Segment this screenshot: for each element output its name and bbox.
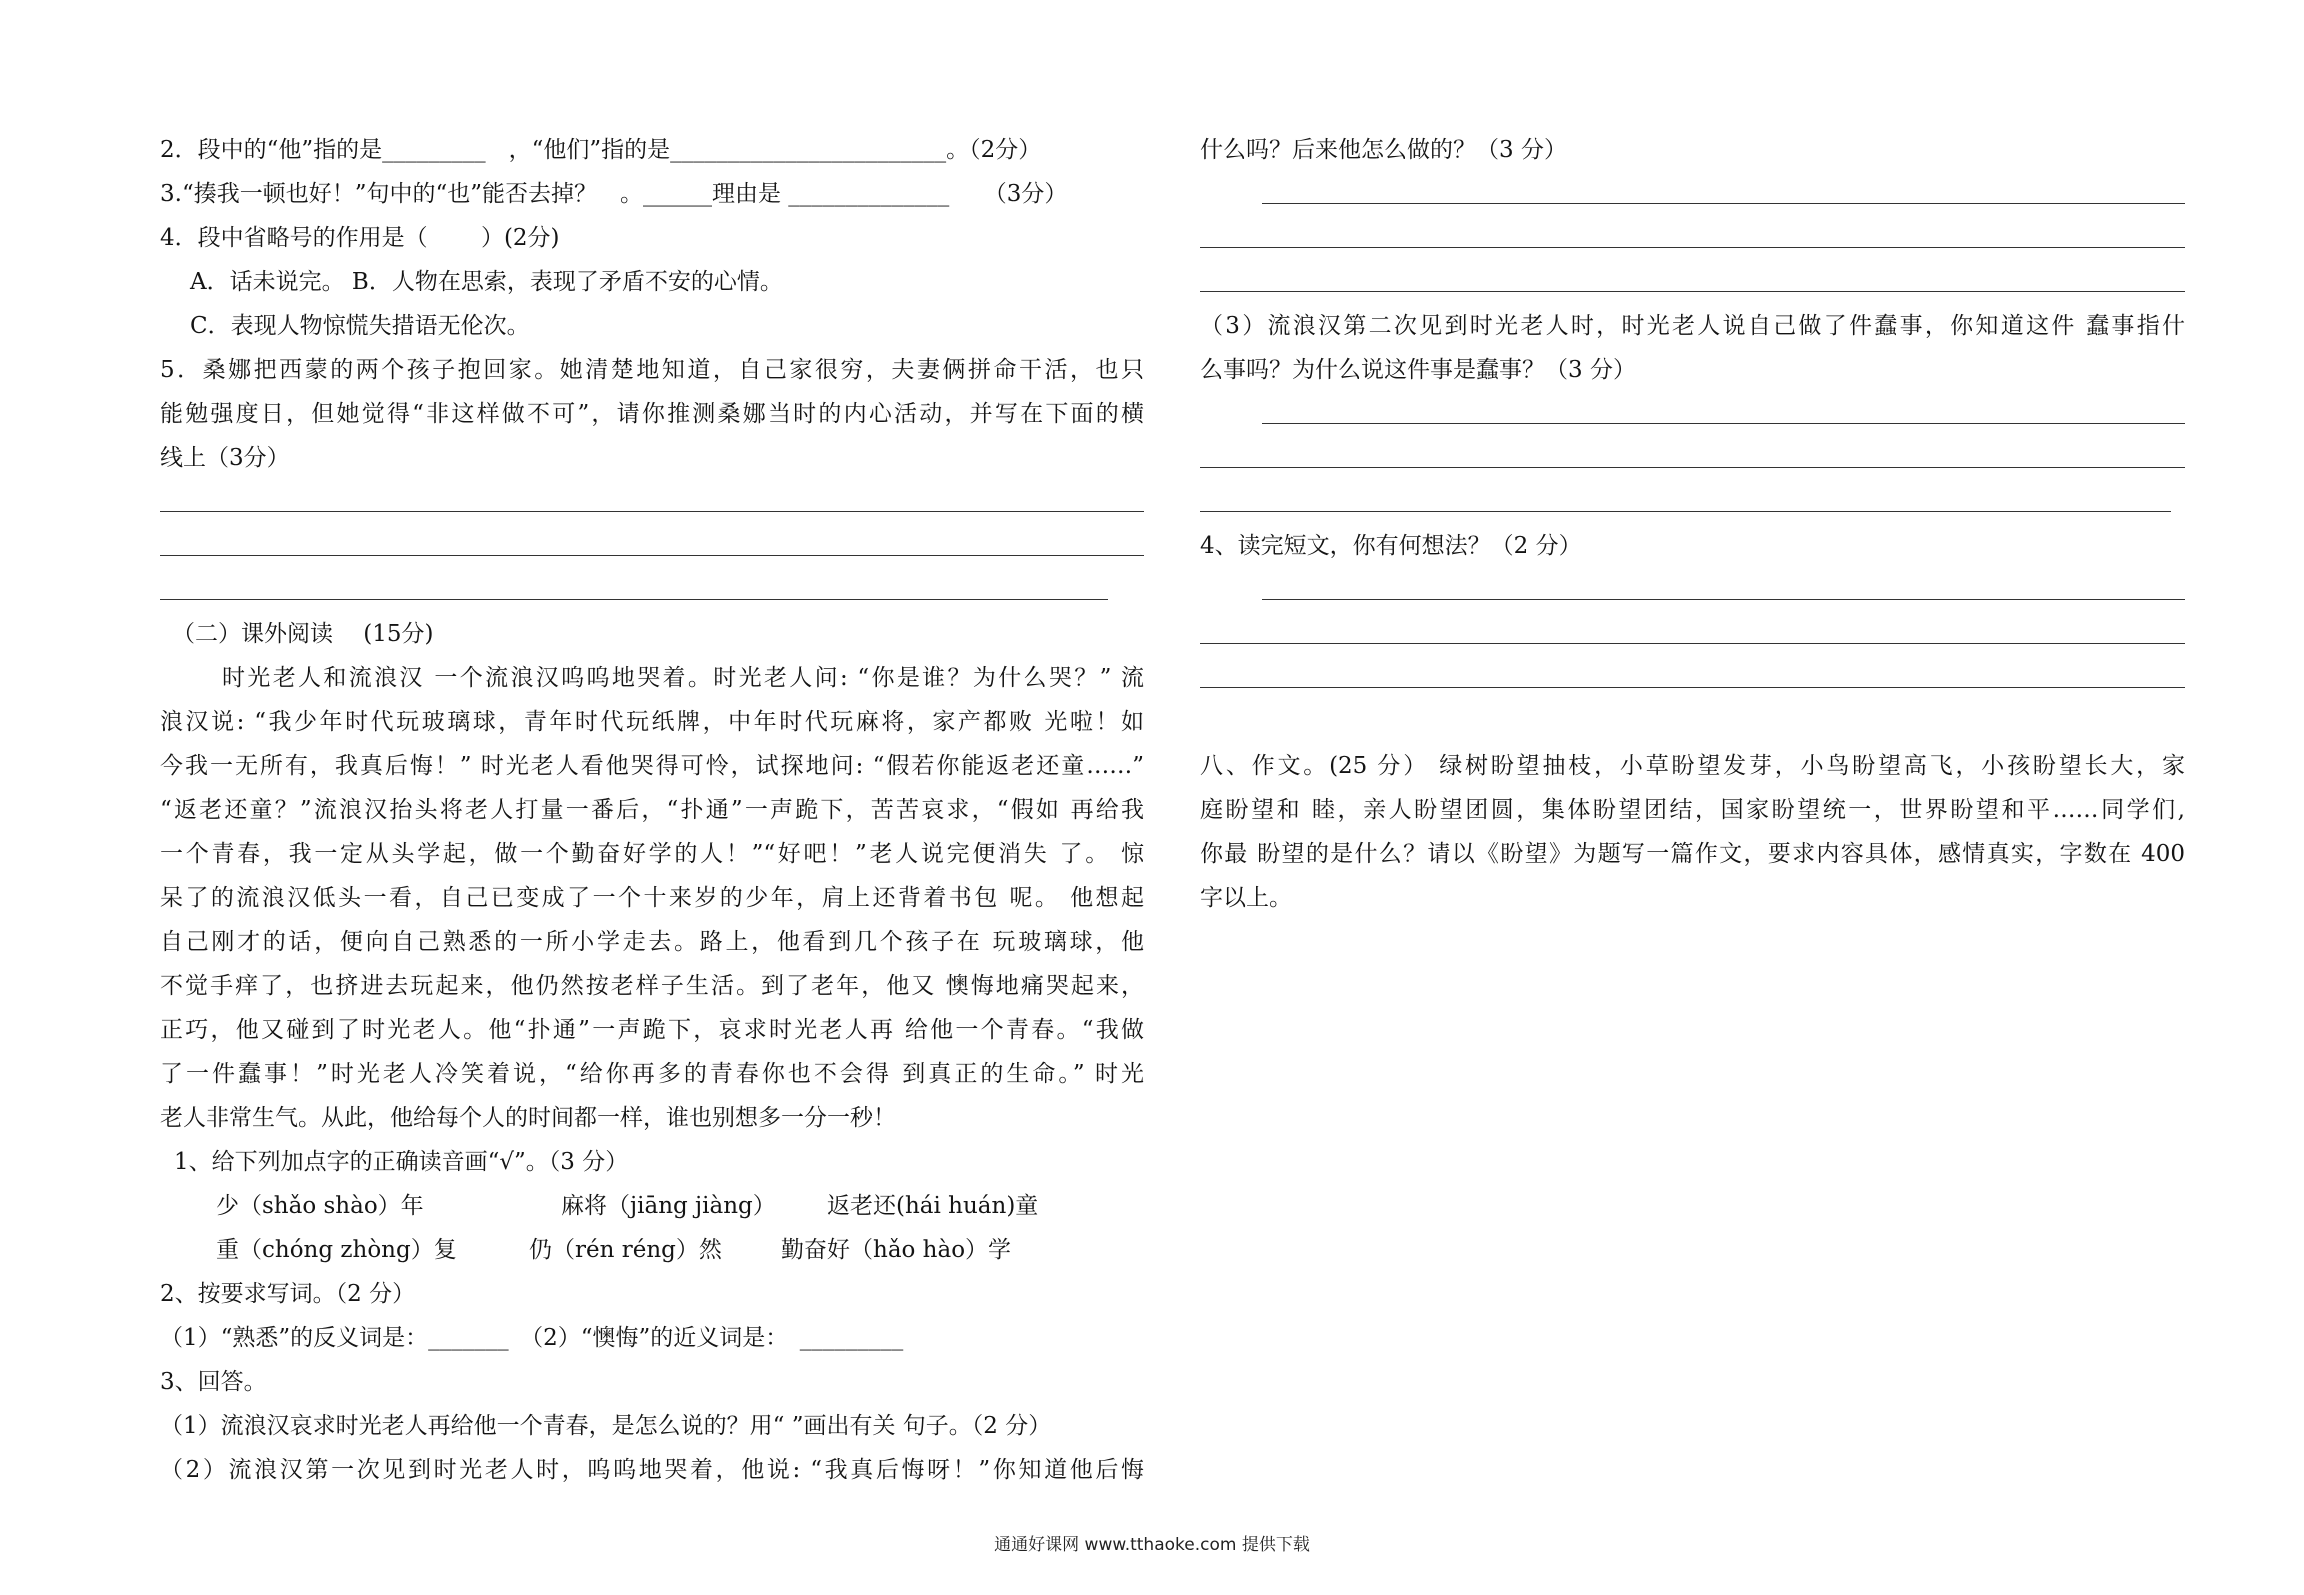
essay-prompt-line-4: 字以上。 (1200, 885, 1292, 911)
answer-line[interactable] (1200, 392, 2185, 436)
passage-line: 正巧，他又碰到了时光老人。他“扑通”一声跪下，哀求时光老人再 给他一个青春。“我做 (160, 1017, 1144, 1043)
answer-line[interactable] (1200, 436, 2185, 480)
passage-line: 浪汉说: “我少年时代玩玻璃球，青年时代玩纸牌，中年时代玩麻将，家产都败 光啦！如 (160, 709, 1144, 735)
answer-line[interactable] (160, 524, 1144, 568)
question-a4: 4、读完短文，你有何想法？（2 分） (1200, 533, 1582, 559)
question-4-options-ab: A．话未说完。 B．人物在思索，表现了矛盾不安的心情。 (190, 269, 783, 295)
answer-line[interactable] (160, 480, 1144, 524)
pinyin-item[interactable]: 仍（rén réng）然 (529, 1237, 722, 1263)
question-4: 4．段中省略号的作用是（ ）(2分) (160, 225, 560, 251)
question-5-line-3: 线上（3分） (160, 445, 290, 471)
question-a3-1: （1）流浪汉哀求时光老人再给他一个青春，是怎么说的？用“ ”画出有关 句子。（2 分） (160, 1413, 1052, 1439)
pinyin-row-1 (160, 1184, 1144, 1228)
question-a3-2: （2）流浪汉第一次见到时光老人时，呜呜地哭着，他说: “我真后悔呀！”你知道他后悔 (160, 1457, 1144, 1483)
essay-prompt-line-2: 庭盼望和 睦，亲人盼望团圆，集体盼望团结，国家盼望统一，世界盼望和平……同学们, (1200, 797, 2185, 823)
pinyin-item[interactable]: 重（chóng zhòng）复 (216, 1237, 457, 1263)
question-5-line-2: 能勉强度日，但她觉得“非这样做不可”，请你推测桑娜当时的内心活动，并写在下面的横 (160, 401, 1144, 427)
pinyin-item[interactable]: 少（shǎo shào）年 (216, 1193, 424, 1219)
question-a3-3-line-1: （3）流浪汉第二次见到时光老人时，时光老人说自己做了件蠢事，你知道这件 蠢事指什 (1200, 313, 2185, 339)
question-a2: 2、按要求写词。（2 分） (160, 1281, 416, 1307)
essay-prompt-line-1: 八、作文。(25 分） 绿树盼望抽枝，小草盼望发芽，小鸟盼望高飞，小孩盼望长大，家 (1200, 753, 2185, 779)
right-column (1200, 128, 2185, 920)
passage-line: 时光老人和流浪汉 一个流浪汉呜呜地哭着。时光老人问: “你是谁？为什么哭？” 流 (222, 665, 1144, 691)
answer-line[interactable] (1200, 612, 2185, 656)
passage-line: 老人非常生气。从此，他给每个人的时间都一样，谁也别想多一分一秒！ (160, 1105, 896, 1131)
question-4-option-c: C．表现人物惊慌失措语无伦次。 (190, 313, 530, 339)
passage-line: 了一件蠢事！”时光老人冷笑着说，“给你再多的青春你也不会得 到真正的生命。” 时光 (160, 1061, 1144, 1087)
pinyin-item[interactable]: 返老还(hái huán)童 (827, 1193, 1039, 1219)
pinyin-item[interactable]: 麻将（jiāng jiàng） (561, 1193, 776, 1219)
footer-source: 通通好课网 www.tthaoke.com 提供下载 (994, 1535, 1310, 1555)
passage-line: 不觉手痒了，也挤进去玩起来，他仍然按老样子生活。到了老年，他又 懊悔地痛哭起来， (160, 973, 1144, 999)
answer-line[interactable] (1200, 656, 2185, 700)
question-5-line-1: 5．桑娜把西蒙的两个孩子抱回家。她清楚地知道，自己家很穷，夫妻俩拼命干活，也只 (160, 357, 1144, 383)
question-a2-words: （1）“熟悉”的反义词是：_______ （2）“懊悔”的近义词是： _________ (160, 1325, 904, 1351)
answer-line[interactable] (1200, 480, 2185, 524)
passage-line: “返老还童？”流浪汉抬头将老人打量一番后，“扑通”一声跪下，苦苦哀求，“假如 再给我 (160, 797, 1144, 823)
answer-line[interactable] (1200, 260, 2185, 304)
question-a3-2-continued: 什么吗？后来他怎么做的？（3 分） (1200, 137, 1567, 163)
left-column (160, 128, 1144, 1492)
passage-line: 一个青春，我一定从头学起，做一个勤奋好学的人！”“好吧！”老人说完便消失 了。 惊 (160, 841, 1144, 867)
passage-line: 自己刚才的话，便向自己熟悉的一所小学走去。路上，他看到几个孩子在 玩玻璃球，他 (160, 929, 1144, 955)
passage-line: 今我一无所有，我真后悔！” 时光老人看他哭得可怜，试探地问: “假若你能返老还童……” (160, 753, 1144, 779)
section-heading-extracurricular-reading: （二）课外阅读 (15分) (172, 621, 434, 647)
question-2: 2．段中的“他”指的是_________ ，“他们”指的是________________________。（2分） (160, 137, 1042, 163)
question-a3-3-line-2: 么事吗？为什么说这件事是蠢事？（3 分） (1200, 357, 1636, 383)
question-a3: 3、回答。 (160, 1369, 267, 1395)
question-3: 3.“揍我一顿也好！”句中的“也”能否去掉？ 。______理由是 ______________ （3分） (160, 181, 1068, 207)
pinyin-item[interactable]: 勤奋好（hǎo hào）学 (781, 1237, 1012, 1263)
answer-line[interactable] (1200, 216, 2185, 260)
pinyin-row-2 (160, 1228, 1144, 1272)
answer-line[interactable] (1200, 172, 2185, 216)
passage-line: 呆了的流浪汉低头一看，自己已变成了一个十来岁的少年，肩上还背着书包 呢。 他想起 (160, 885, 1144, 911)
answer-line[interactable] (1200, 568, 2185, 612)
essay-prompt-line-3: 你最 盼望的是什么？请以《盼望》为题写一篇作文，要求内容具体，感情真实，字数在 400 (1200, 841, 2185, 867)
answer-line[interactable] (160, 568, 1144, 612)
question-a1: 1、给下列加点字的正确读音画“√”。（3 分） (174, 1149, 629, 1175)
